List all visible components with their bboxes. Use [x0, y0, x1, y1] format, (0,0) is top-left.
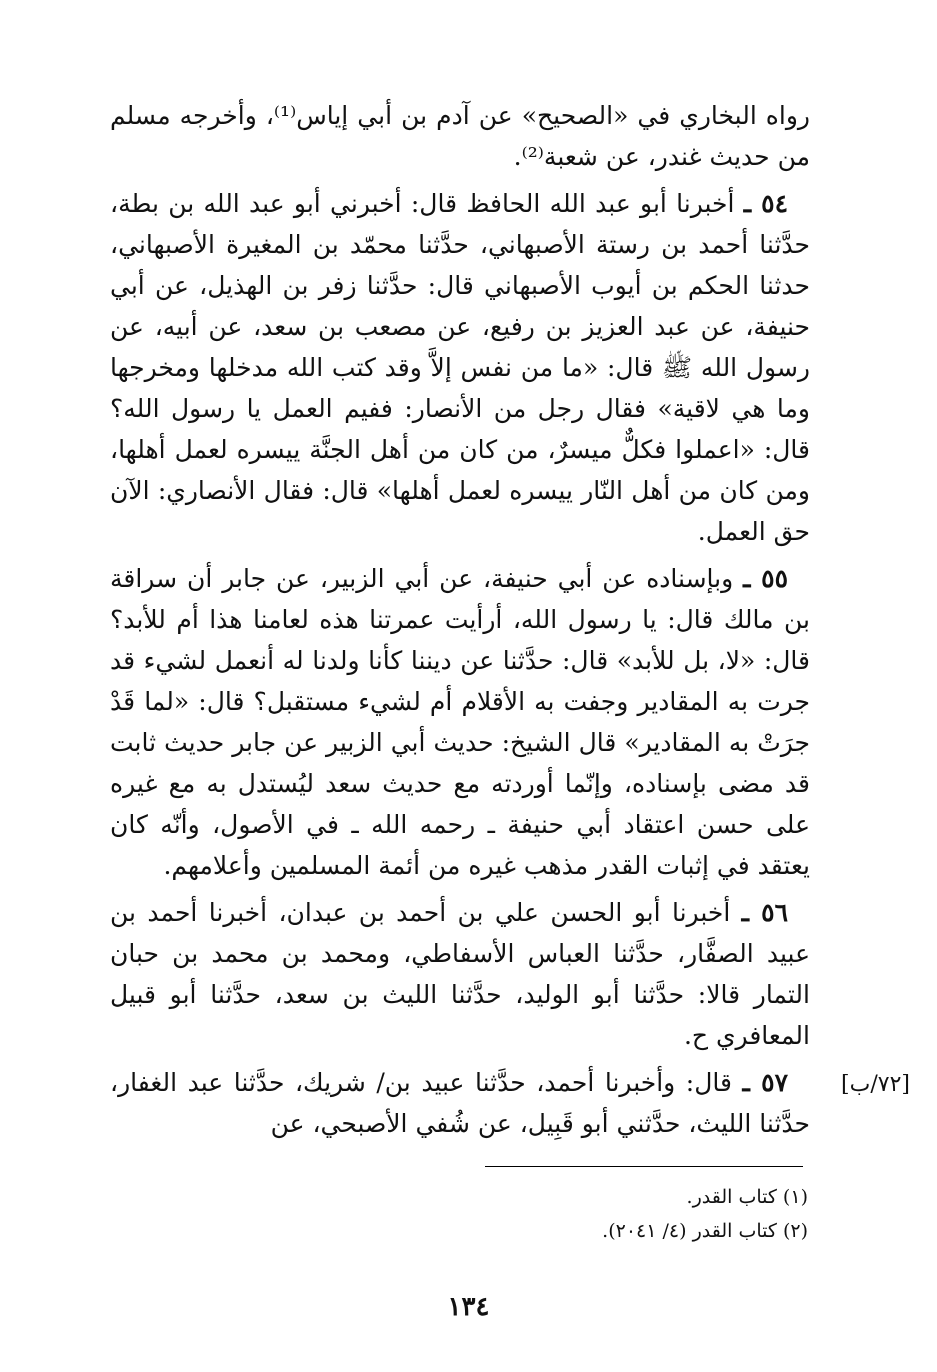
paragraph-54 — [110, 183, 810, 552]
hadith-number: ٥٤ ـ — [743, 189, 788, 218]
manuscript-folio-reference: [٧٢/ب] — [841, 1072, 910, 1097]
paragraph-continuation — [110, 95, 810, 177]
paragraph-text: رواه البخاري في «الصحيح» عن آدم بن أبي إياس⁽¹⁾، وأخرجه مسلم من حديث غندر، عن شعبة⁽²⁾. — [110, 101, 810, 171]
paragraph-57 — [110, 1062, 810, 1144]
footnote-2: (٢) كتاب القدر (٤/ ٢٠٤١). — [602, 1220, 808, 1242]
page-number: ١٣٤ — [447, 1292, 490, 1322]
paragraph-text: قال: وأخبرنا أحمد، حدَّثنا عبيد بن/ شريك، حدَّثنا عبد الغفار، حدَّثنا الليث، حدَّثني أبو قَبِيل، عن شُفي الأصبحي، عن — [110, 1068, 810, 1138]
hadith-number: ٥٦ ـ — [741, 898, 789, 927]
footnote-divider — [485, 1166, 803, 1167]
hadith-number: ٥٧ ـ — [742, 1068, 788, 1097]
footnote-1: (١) كتاب القدر. — [686, 1186, 808, 1208]
footnotes — [420, 1180, 808, 1248]
paragraph-text: أخبرنا أبو عبد الله الحافظ قال: أخبرني أبو عبد الله بن بطة، حدَّثنا أحمد بن رستة الأصبهاني، حدَّثنا محمّد بن المغيرة الأصبهاني، حدثنا الحكم بن أيوب الأصبهاني قال: حدَّثنا زفر بن الهذيل، عن أبي حنيفة، عن عبد العزيز بن رفيع، عن مصعب بن سعد، عن أبيه، عن رسول الله ﷺ قال: «ما من نفس إلاَّ وقد كتب الله مدخلها ومخرجها وما هي لاقية» فقال رجل من الأنصار: ففيم العمل يا رسول الله؟ قال: «اعملوا فكلٌّ ميسرٌ، من كان من أهل الجنَّة ييسره لعمل أهلها، ومن كان من أهل النّار ييسره لعمل أهلها» قال: فقال الأنصاري: الآن حق العمل. — [110, 189, 810, 546]
main-text — [110, 95, 810, 1150]
paragraph-55 — [110, 558, 810, 886]
paragraph-text: وبإسناده عن أبي حنيفة، عن أبي الزبير، عن جابر أن سراقة بن مالك قال: يا رسول الله، أرأيت عمرتنا هذه لعامنا هذا أم للأبد؟ قال: «لا، بل للأبد» قال: حدَّثنا عن ديننا كأنا ولدنا له أنعمل لشيء قد جرت به المقادير وجفت به الأقلام أم لشيء مستقبل؟ قال: «لما قَدْ جرَتْ به المقادير» قال الشيخ: حديث أبي الزبير عن جابر حديث ثابت قد مضى بإسناده، وإنّما أوردته مع حديث سعد ليُستدل به مع غيره على حسن اعتقاد أبي حنيفة ـ رحمه الله ـ في الأصول، وأنّه كان يعتقد في إثبات القدر مذهب غيره من أئمة المسلمين وأعلامهم. — [110, 564, 810, 880]
hadith-number: ٥٥ ـ — [743, 564, 788, 593]
paragraph-text: أخبرنا أبو الحسن علي بن أحمد بن عبدان، أخبرنا أحمد بن عبيد الصفَّار، حدَّثنا العباس الأسفاطي، ومحمد بن محمد بن حبان التمار قالا: حدَّثنا أبو الوليد، حدَّثنا الليث بن سعد، حدَّثنا أبو قبيل المعافري ح. — [110, 898, 810, 1050]
paragraph-56 — [110, 892, 810, 1056]
